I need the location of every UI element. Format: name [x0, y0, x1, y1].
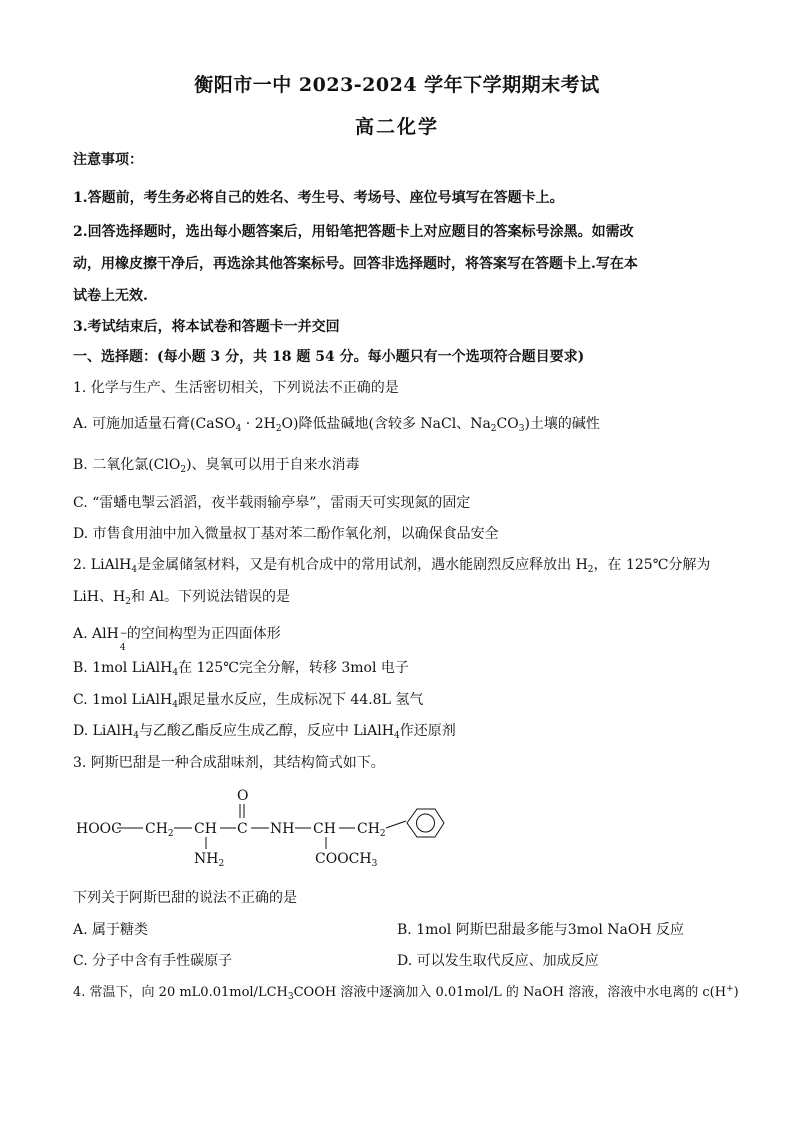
q3-option-d: D. 可以发生取代反应、加成反应 [397, 953, 599, 969]
q2-option-a: A. AlH − 4 的空间构型为正四面体形 [73, 626, 281, 653]
note-item-1: 1.答题前，考生务必将自己的姓名、考生号、考场号、座位号填写在答题卡上。 [73, 190, 564, 206]
q1-option-a: A. 可施加适量石膏(CaSO$_4$ · $2H_2O$)降低盐碱地(含较多 NaCl、$Na_2CO_3$)土壤的碱性 [73, 416, 600, 434]
q1-a-formula: (CaSO$_4$ · $2H_2O$) [190, 416, 299, 434]
struct-ch-b: CH [313, 821, 336, 837]
q2-option-c: C. 1mol LiAlH$_4$跟足量水反应，生成标况下 44.8L 氢气 [73, 692, 424, 710]
q3-stem: 3. 阿斯巴甜是一种合成甜味剂，其结构简式如下。 [73, 755, 385, 771]
exam-title: 衡阳市一中 2023-2024 学年下学期期末考试 [194, 74, 600, 96]
note-item-2-line-3: 试卷上无效. [73, 288, 148, 304]
q1-b-formula: (ClO$_2$) [148, 457, 192, 475]
struct-nh2: $NH_2$ [194, 851, 225, 869]
benzene-ring [406, 809, 448, 845]
q2-option-b: B. 1mol LiAlH$_4$在 125℃完全分解，转移 3mol 电子 [73, 660, 409, 678]
q3-question: 下列关于阿斯巴甜的说法不正确的是 [73, 890, 297, 906]
q1-option-d: D. 市售食用油中加入微量叔丁基对苯二酚作氧化剂，以确保食品安全 [73, 526, 499, 542]
notes-heading: 注意事项： [73, 152, 143, 168]
q4-stem: 4. 常温下，向 20 $mL0.01mol/LCH_3COOH$ 溶液中逐滴加入 0.01mol/L 的 NaOH 溶液，溶液中水电离的 c(H+) [73, 984, 739, 1002]
q1-stem: 1. 化学与生产、生活密切相关，下列说法不正确的是 [73, 380, 399, 396]
exam-subtitle: 高二化学 [354, 116, 439, 138]
q3-option-a: A. 属于糖类 [73, 922, 149, 938]
note-item-2-line-1: 2.回答选择题时，选出每小题答案后，用铅笔把答题卡上对应题目的答案标号涂黑。如需改 [73, 224, 634, 240]
struct-ch-a: CH [194, 821, 217, 837]
q2-stem-line-1: 2. LiAlH$_4$是金属储氢材料，又是有机合成中的常用试剂，遇水能剧烈反应释放出 $H_2$，在 125℃分解为 [73, 557, 711, 575]
struct-hooc: HOOC [76, 821, 122, 837]
q2-stem-line-2: LiH、$H_2$和 Al。下列说法错误的是 [73, 589, 290, 607]
note-item-2-line-2: 动，用橡皮擦干净后，再选涂其他答案标号。回答非选择题时，将答案写在答题卡上.写在本 [73, 256, 638, 272]
q1-option-c: C. “雷蟠电掣云滔滔，夜半载雨输亭皋”，雷雨天可实现氮的固定 [73, 495, 471, 511]
q2-option-d: D. LiAlH$_4$与乙酸乙酯反应生成乙醇，反应中 LiAlH$_4$作还原剂 [73, 723, 456, 741]
q1-a-pre: A. 可施加适量石膏 [73, 416, 191, 432]
struct-ch2-a: $CH_2$ [145, 821, 174, 839]
section-heading: 一、选择题：(每小题 3 分，共 18 题 54 分。每小题只有一个选项符合题目要求) [73, 349, 585, 365]
q3-option-c: C. 分子中含有手性碳原子 [73, 953, 233, 969]
note-item-3: 3.考试结束后，将本试卷和答题卡一并交回 [73, 319, 340, 335]
q1-option-b: B. 二氧化氯(ClO$_2$)、臭氧可以用于自来水消毒 [73, 457, 360, 475]
struct-c: C [237, 821, 248, 837]
struct-ch2-b: $CH_2$ [357, 821, 386, 839]
struct-nh: NH [270, 821, 295, 837]
aspartame-structure [73, 785, 473, 877]
q3-option-b: B. 1mol 阿斯巴甜最多能与3mol NaOH 反应 [397, 922, 684, 938]
struct-cooch3: $COOCH_3$ [315, 851, 378, 869]
struct-o: O [237, 788, 249, 804]
